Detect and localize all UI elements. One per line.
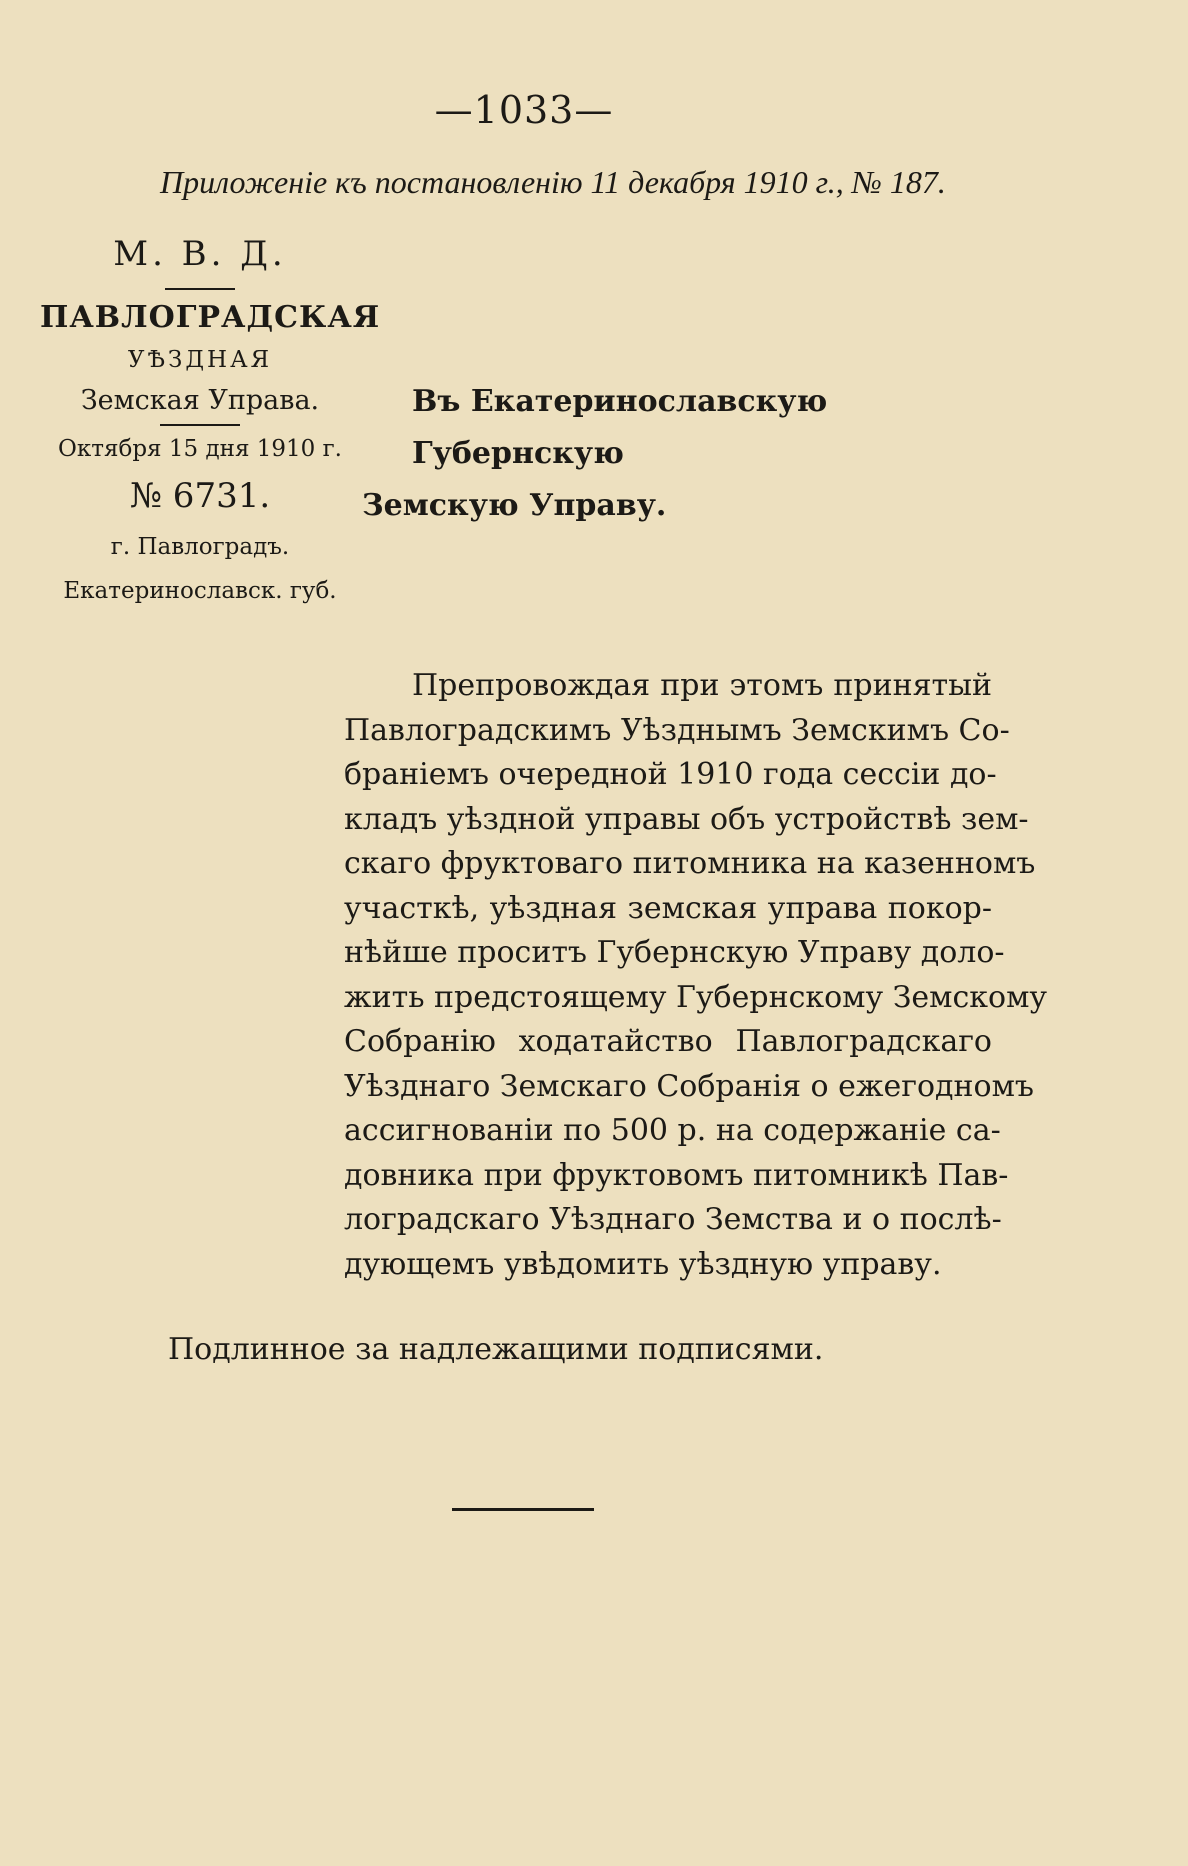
org-name-line1: ПАВЛОГРАДСКАЯ [40, 300, 381, 335]
body-line: нѣйше проситъ Губернскую Управу доло- [344, 935, 1005, 970]
body-line: довника при фруктовомъ питомникѣ Пав- [344, 1157, 1009, 1193]
body-line: Препровождая при этомъ принятый [412, 668, 992, 703]
closing-note: Подлинное за надлежащими подписями. [168, 1332, 824, 1367]
body-line: дующемъ увѣдомить уѣздную управу. [344, 1246, 942, 1282]
addressee-line2: Земскую Управу. [362, 488, 667, 523]
body-line: лоградскаго Уѣзднаго Земства и о послѣ- [344, 1202, 1002, 1237]
body-line: Павлоградскимъ Уѣзднымъ Земскимъ Со- [344, 712, 1010, 748]
letter-body [344, 664, 1048, 1287]
sender-block [40, 222, 381, 604]
sender-divider [165, 288, 235, 290]
end-divider [452, 1508, 594, 1511]
letter-date: Октября 15 дня 1910 г. [58, 436, 342, 462]
body-line: Уѣзднаго Земскаго Собранія о ежегодномъ [344, 1068, 1034, 1104]
body-line: браніемъ очередной 1910 года сессіи до- [344, 757, 997, 792]
body-line: Собранію ходатайство Павлоградскаго [344, 1024, 992, 1059]
org-name-line3: Земская Управа. [80, 385, 320, 416]
body-line: ассигнованіи по 500 р. на содержаніе са- [344, 1113, 1001, 1148]
body-line: скаго фруктоваго питомника на казенномъ [344, 846, 1036, 881]
body-line: участкѣ, уѣздная земская управа покор- [344, 890, 992, 926]
sender-city: г. Павлоградъ. [110, 534, 290, 560]
org-name-line2: УѢЗДНАЯ [127, 347, 273, 373]
addressee-line1: Въ Екатеринославскую Губернскую [412, 384, 828, 471]
addressee-block [362, 376, 992, 532]
appendix-note: Приложеніе къ постановленію 11 декабря 1910 г., № 187. [160, 164, 946, 200]
letter-number: № 6731. [129, 476, 271, 516]
sender-divider-2 [160, 424, 240, 426]
body-line: жить предстоящему Губернскому Земскому [344, 979, 1048, 1015]
page-number: —1033— [434, 88, 614, 132]
body-line: кладъ уѣздной управы объ устройствѣ зем- [344, 801, 1029, 837]
sender-province: Екатеринославск. губ. [63, 578, 337, 604]
ministry-abbr: М. В. Д. [113, 234, 287, 274]
